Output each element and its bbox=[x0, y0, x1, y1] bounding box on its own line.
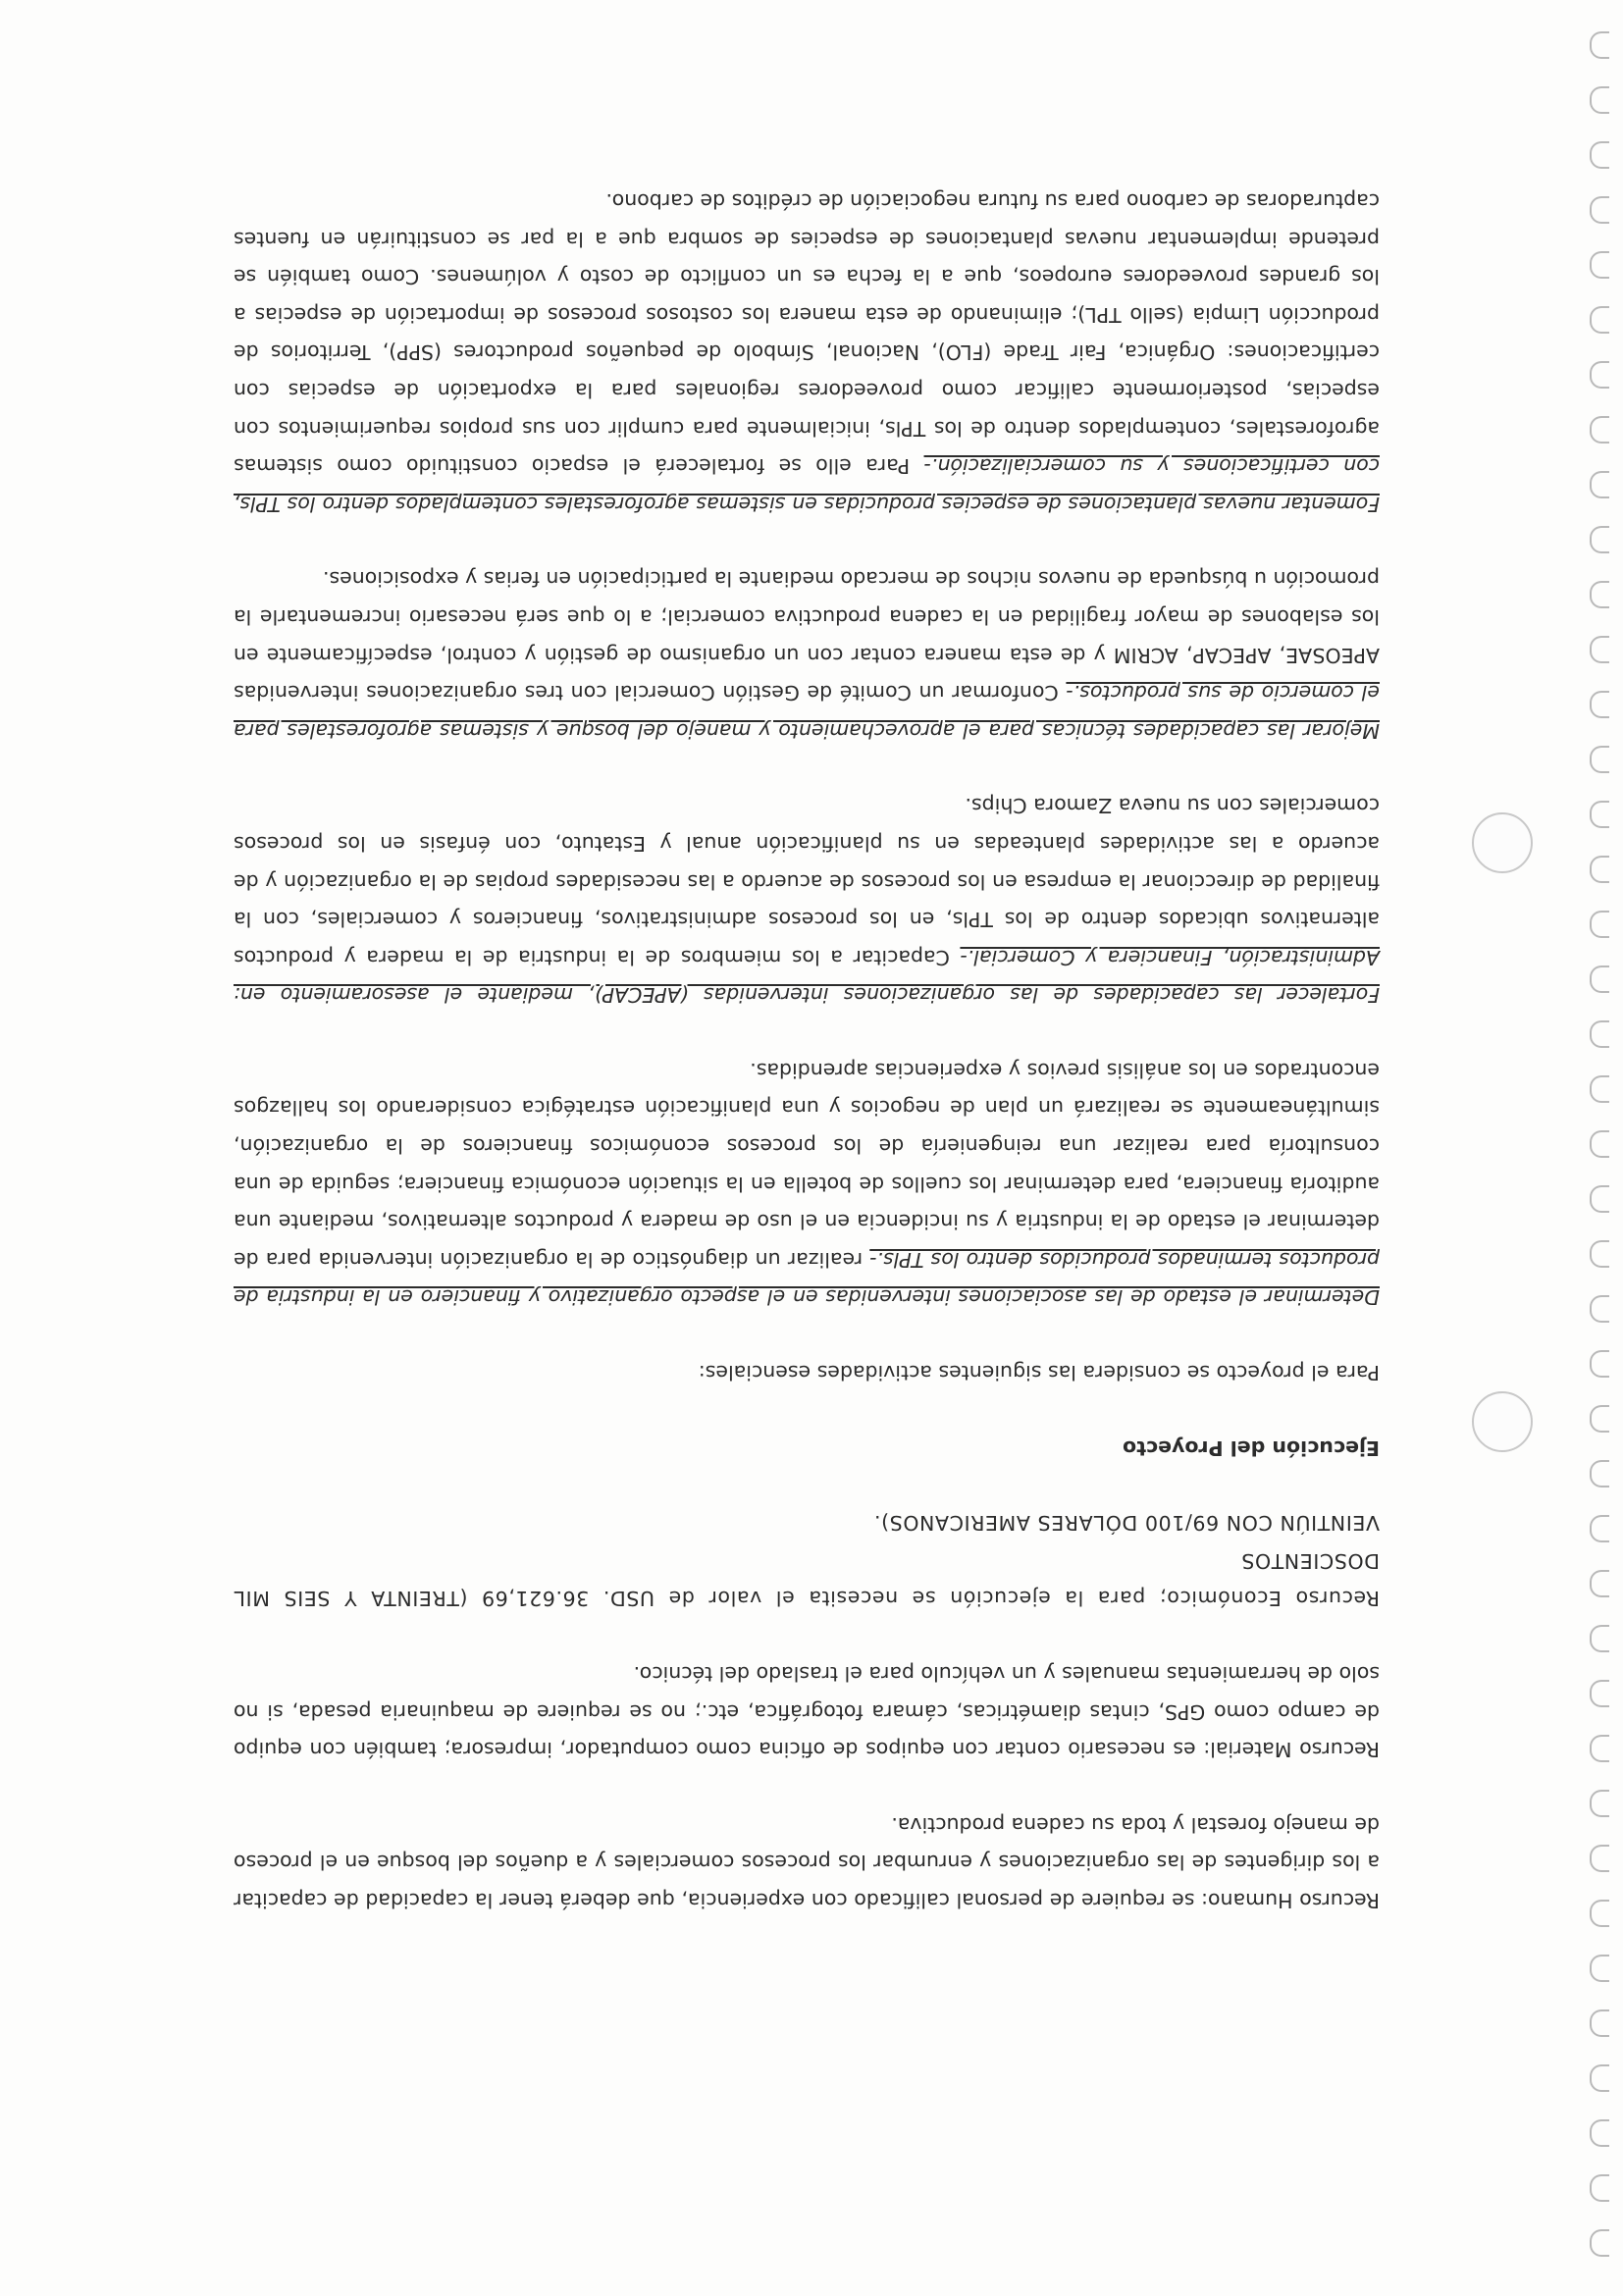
binder-hole bbox=[1590, 2229, 1609, 2257]
binder-hole bbox=[1590, 965, 1609, 993]
binder-hole bbox=[1590, 2119, 1609, 2147]
binder-hole bbox=[1590, 1570, 1609, 1597]
activity-lead: Determinar el estado de las asociaciones intervenidas en el aspecto organizativo y financiero en la industria de productos terminados producidos dentro los TPls.- bbox=[234, 1247, 1380, 1310]
binder-hole bbox=[1590, 2174, 1609, 2202]
binder-hole bbox=[1590, 1295, 1609, 1323]
binder-hole bbox=[1590, 1515, 1609, 1542]
binder-hole bbox=[1590, 1680, 1609, 1707]
activity-body: Conformar un Comité de Gestión Comercial con tres organizaciones intervenidas APEOSAE, APECAP, ACRIM y de esta manera contar con un organismo de gestión y control, específicamente en los eslabones de mayor fragilidad en la cadena productiva comercial; a lo que será necesario incrementarle la promoción u búsqueda de nuevos nichos de mercado mediante la participación en ferias y exposiciones. bbox=[234, 567, 1380, 705]
binder-hole bbox=[1590, 141, 1609, 169]
binder-hole bbox=[1590, 1900, 1609, 1927]
activity-lead: Mejorar las capacidades técnicas para el aprovechamiento y manejo del bosque y sistemas agroforestales para el comercio de sus productos.- bbox=[234, 681, 1380, 743]
activity-body: Capacitar a los miembros de la industria de la madera y productos alternativos ubicados dentro de los TPls, en los procesos administrativos, financieros y comerciales, con la finalidad de direccionar la empresa en los procesos de acuerdo a las necesidades propias de la organización y de acuerdo a las actividades planteadas en su planificación anual y Estatuto, con énfasis en los procesos comerciales con su nueva Zamora Chips. bbox=[233, 794, 1380, 969]
binder-hole bbox=[1590, 746, 1609, 773]
punch-hole bbox=[1472, 1391, 1533, 1452]
binder-hole bbox=[1590, 911, 1609, 938]
activity-body: realizar un diagnóstico de la organización intervenida para de determinar el estado de la industria y su incidencia en el uso de madera y productos alternativos, mediante una auditoría financiera, para determinar los cuellos de botella en la situación económica financiera; seguida de una consultoría para realizar una reingeniería de los procesos económicos financieros de la organización, simultáneamente se realizará un plan de negocios y una planificación estratégica considerando los hallazgos encontrados en los análisis previos y experiencias aprendidas. bbox=[234, 1058, 1380, 1272]
binder-hole bbox=[1590, 581, 1609, 608]
binder-hole bbox=[1590, 31, 1609, 59]
binder-hole bbox=[1590, 636, 1609, 663]
human-resource-paragraph: Recurso Humano: se requiere de personal calificado con experiencia, que deberá tener la capacidad de capacitar a los dirigentes de las organizaciones y enrumbar los procesos comerciales y a dueños del bosque en el proceso de manejo forestal y toda su cadena productiva. bbox=[234, 1812, 1380, 1912]
activity-lead: Fortalecer las capacidades de las organizaciones intervenidas (APECAP), mediante el asesoramiento en: Administración, Financiera y Comercial.- bbox=[234, 945, 1380, 1008]
binder-hole bbox=[1590, 86, 1609, 114]
activity-body: Para ello se fortalecerá el espacio constituido como sistemas agroforestales, contemplados dentro de los TPls, inicialmente para cumplir con sus propios requerimientos con especias, posteriormente calificar como proveedores regionales para la exportación de especias con certificaciones: Orgánica, Fair Trade (FLO), Nacional, Símbolo de pequeños productores (SPP), Territorios de producción Limpia (sello TPL); eliminando de esta manera los costosos procesos de importación de especias a los grandes proveedores europeos, que a la fecha es un conflicto de costo y volúmenes. Como también se pretende implementar nuevas plantaciones de especies de sombra que a la par se constituirán en fuentes capturadoras de carbono para su futura negociación de créditos de carbono. bbox=[234, 189, 1380, 479]
activity-lead: Fomentar nuevas plantaciones de especies producidas en sistemas agroforestales contemplados dentro los TPls, con certificaciones y su comercialización.- bbox=[234, 454, 1380, 516]
document-body bbox=[234, 182, 1380, 1919]
binder-hole bbox=[1590, 856, 1609, 883]
binder-hole bbox=[1590, 1350, 1609, 1378]
binder-hole bbox=[1590, 1130, 1609, 1158]
economic-resource-line-2: VEINTIÚN CON 69/100 DÓLARES AMERICANOS). bbox=[873, 1511, 1380, 1536]
activity-paragraph-4 bbox=[234, 182, 1380, 522]
activity-paragraph-3 bbox=[234, 560, 1380, 750]
binder-hole bbox=[1590, 1020, 1609, 1048]
binder-holes bbox=[1564, 0, 1623, 2296]
binder-hole bbox=[1590, 801, 1609, 828]
punch-hole bbox=[1472, 812, 1533, 873]
binder-hole bbox=[1590, 416, 1609, 444]
binder-hole bbox=[1590, 251, 1609, 279]
binder-hole bbox=[1590, 1955, 1609, 1982]
binder-hole bbox=[1590, 1460, 1609, 1487]
binder-hole bbox=[1590, 2064, 1609, 2092]
binder-hole bbox=[1590, 1625, 1609, 1652]
execution-intro: Para el proyecto se considera las siguientes actividades esenciales: bbox=[698, 1361, 1380, 1385]
binder-hole bbox=[1590, 2009, 1609, 2037]
binder-hole bbox=[1590, 1845, 1609, 1872]
binder-hole bbox=[1590, 1735, 1609, 1762]
binder-hole bbox=[1590, 1405, 1609, 1433]
binder-hole bbox=[1590, 1185, 1609, 1213]
binder-hole bbox=[1590, 471, 1609, 498]
section-heading: Ejecución del Proyecto bbox=[1123, 1435, 1380, 1460]
economic-resource-line-1: Recurso Económico; para la ejecución se necesita el valor de USD. 36.621,69 (TREINTA Y SEIS MIL DOSCIENTOS bbox=[234, 1548, 1380, 1611]
binder-hole bbox=[1590, 1240, 1609, 1268]
binder-hole bbox=[1590, 361, 1609, 389]
binder-hole bbox=[1590, 1790, 1609, 1817]
binder-hole bbox=[1590, 306, 1609, 334]
binder-hole bbox=[1590, 526, 1609, 553]
activity-paragraph-2 bbox=[234, 787, 1380, 1015]
binder-hole bbox=[1590, 196, 1609, 224]
binder-hole bbox=[1590, 1075, 1609, 1103]
binder-hole bbox=[1590, 691, 1609, 718]
activity-paragraph-1 bbox=[234, 1051, 1380, 1316]
material-resource-paragraph: Recurso Material: es necesario contar con equipos de oficina como computador, impresora; también con equipo de campo como GPS, cintas diamétricas, cámara fotográfica, etc.; no se requiere de maquinaria pesada, si no solo de herramientas manuales y un vehículo para el traslado del técnico. bbox=[234, 1662, 1380, 1762]
